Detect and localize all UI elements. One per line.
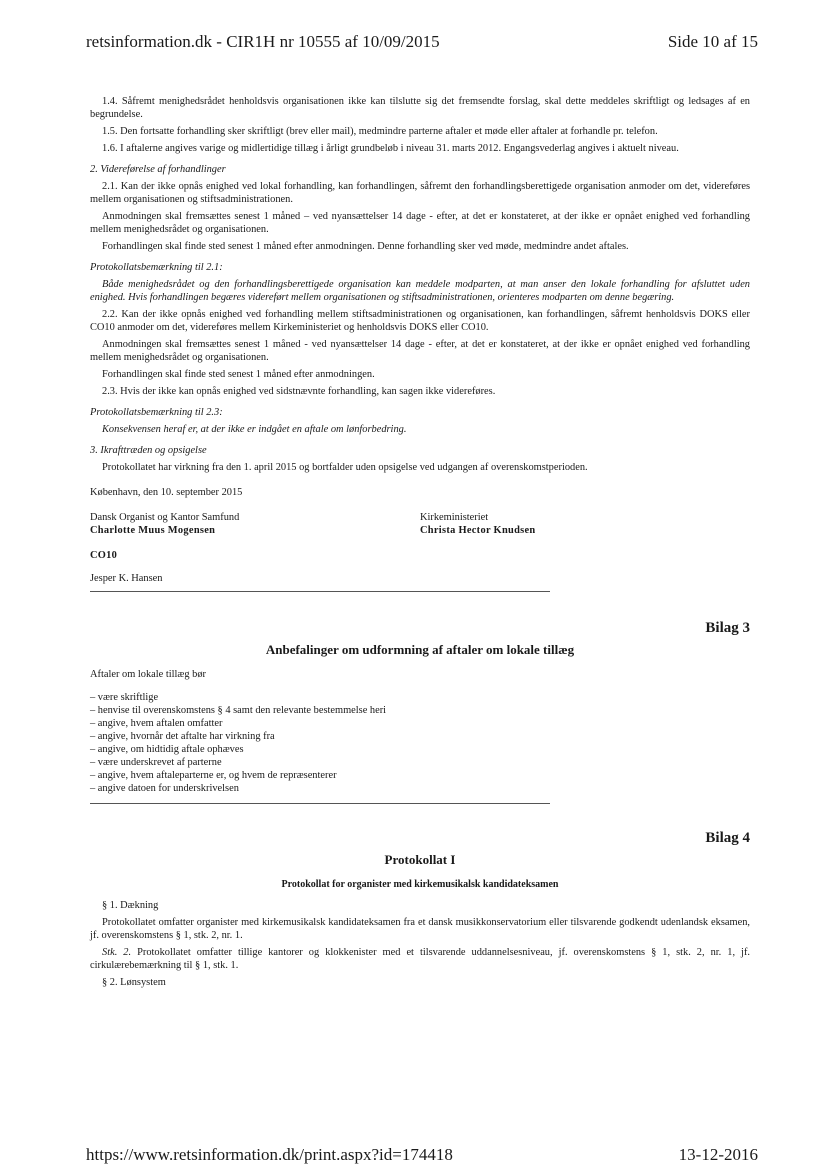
left-signatory: Charlotte Muus Mogensen: [90, 525, 216, 536]
signature-right: [420, 511, 750, 537]
list-item: – henvise til overenskomstens § 4 samt den relevante bestemmelse heri: [90, 705, 387, 716]
section-1-heading: § 1. Dækning: [102, 900, 159, 911]
section-3-text: Protokollatet har virkning fra den 1. april 2015 og bortfalder uden opsigelse ved udgangen af overenskomstperioden.: [102, 462, 588, 473]
paragraph-2-2: 2.2. Kan der ikke opnås enighed ved forhandling mellem stiftsadministrationen og organisationen, kan forhandlingen, såfremt henholdsvis DOKS eller CO10 anmoder om det, videreføres mellem Kirkeministeriet og henholdsvis DOKS eller CO10.: [90, 309, 750, 333]
document-body: [90, 95, 750, 993]
paragraph-1-4: 1.4. Såfremt menighedsrådet henholdsvis organisationen ikke kan tilslutte sig det fremsendte forslag, skal dette meddeles skriftligt og ledsages af en begrundelse.: [90, 96, 750, 120]
co10-label: CO10: [90, 550, 118, 561]
page-number: Side 10 af 15: [667, 32, 758, 51]
stk-2-paragraph: [90, 946, 750, 972]
footer-url: https://www.retsinformation.dk/print.aspx?id=174418: [86, 1145, 453, 1164]
page-header: [86, 32, 758, 52]
remark-2-1-text: Både menighedsrådet og den forhandlingsberettigede organisation kan meddele modparten, at man anser den lokale forhandling for afsluttet uden enighed. Hvis forhandlingen begæres videreført mellem organisationen og stiftsadministrationen, orienteres modparten om denne begæring.: [90, 279, 750, 303]
list-item: – angive, hvem aftalen omfatter: [90, 718, 223, 729]
section-2-heading: 2. Videreførelse af forhandlinger: [90, 164, 226, 175]
list-item: – være underskrevet af parterne: [90, 757, 222, 768]
list-item: – være skriftlige: [90, 692, 159, 703]
stk-2-label: Stk. 2.: [102, 947, 132, 958]
list-item: – angive, hvem aftaleparterne er, og hvem de repræsenterer: [90, 770, 337, 781]
list-item: – angive, hvornår det aftalte har virkning fra: [90, 731, 275, 742]
list-item: – angive, om hidtidig aftale ophæves: [90, 744, 244, 755]
paragraph-1-5: 1.5. Den fortsatte forhandling sker skriftligt (brev eller mail), medmindre parterne aftaler et møde eller aftaler at forhandle pr. telefon.: [102, 126, 658, 137]
bilag-4-title: Protokollat I: [384, 852, 456, 867]
bilag-3-title: Anbefalinger om udformning af aftaler om lokale tillæg: [265, 642, 575, 657]
footer-date: 13-12-2016: [678, 1145, 758, 1164]
list-item: – angive datoen for underskrivelsen: [90, 783, 239, 794]
paragraph-2-3: 2.3. Hvis der ikke kan opnås enighed ved sidstnævnte forhandling, kan sagen ikke videreføres.: [102, 386, 496, 397]
stk-2-text: Protokollatet omfatter tillige kantorer og klokkenister med et tilsvarende uddannelsesniveau, jf. overenskomstens § 1, stk. 2, nr. 1, jf. cirkulærebemærkning til § 1, stk. 1.: [90, 947, 750, 971]
remark-2-3-text: Konsekvensen heraf er, at der ikke er indgået en aftale om lønforbedring.: [102, 424, 407, 435]
divider: [90, 591, 550, 592]
paragraph-2-2c: Forhandlingen skal finde sted senest 1 måned efter anmodningen.: [102, 369, 375, 380]
signature-block: [90, 511, 750, 537]
section-2-lonsystem-heading: § 2. Lønsystem: [102, 977, 166, 988]
divider: [90, 803, 550, 804]
right-signatory: Christa Hector Knudsen: [420, 525, 536, 536]
page-footer: [86, 1145, 758, 1165]
place-date: København, den 10. september 2015: [90, 487, 243, 498]
remark-2-3-title: Protokollatsbemærkning til 2.3:: [90, 407, 223, 418]
bilag-3-list: [90, 691, 750, 795]
paragraph-2-1b: Anmodningen skal fremsættes senest 1 måned – ved nyansættelser 14 dage - efter, at det er konstateret, at der ikke er opnået enighed ved forhandling mellem menighedsrådet og organisationen.: [90, 211, 750, 235]
paragraph-2-1: 2.1. Kan der ikke opnås enighed ved lokal forhandling, kan forhandlingen, såfremt den forhandlingsberettigede organisation anmoder om det, videreføres mellem organisationen og stiftsadministrationen.: [90, 181, 750, 205]
co10-signatory: Jesper K. Hansen: [90, 573, 163, 584]
signature-left: [90, 511, 420, 537]
section-1-text: Protokollatet omfatter organister med kirkemusikalsk kandidateksamen fra et dansk musikkonservatorium eller tilsvarende godkendt udenlandsk eksamen, jf. overenskomstens § 1, stk. 2, nr. 1.: [90, 917, 750, 941]
paragraph-1-6: 1.6. I aftalerne angives varige og midlertidige tillæg i årligt grundbeløb i niveau 31. marts 2012. Engangsvederlag angives i aktuelt niveau.: [102, 143, 679, 154]
paragraph-2-1c: Forhandlingen skal finde sted senest 1 måned efter anmodningen. Denne forhandling sker ved møde, medmindre andet aftales.: [102, 241, 629, 252]
bilag-3-label: Bilag 3: [705, 620, 750, 636]
right-organisation: Kirkeministeriet: [420, 512, 489, 523]
bilag-4-subtitle: Protokollat for organister med kirkemusikalsk kandidateksamen: [281, 879, 559, 890]
remark-2-1-title: Protokollatsbemærkning til 2.1:: [90, 262, 223, 273]
left-organisation: Dansk Organist og Kantor Samfund: [90, 512, 240, 523]
bilag-3-intro: Aftaler om lokale tillæg bør: [90, 669, 207, 680]
section-3-heading: 3. Ikrafttræden og opsigelse: [90, 445, 207, 456]
header-title: retsinformation.dk - CIR1H nr 10555 af 10/09/2015: [86, 32, 440, 51]
bilag-4-label: Bilag 4: [705, 830, 750, 846]
paragraph-2-2b: Anmodningen skal fremsættes senest 1 måned - ved nyansættelser 14 dage - efter, at det er konstateret, at der ikke er opnået enighed ved forhandling mellem menighedsrådet og organisationen.: [90, 339, 750, 363]
